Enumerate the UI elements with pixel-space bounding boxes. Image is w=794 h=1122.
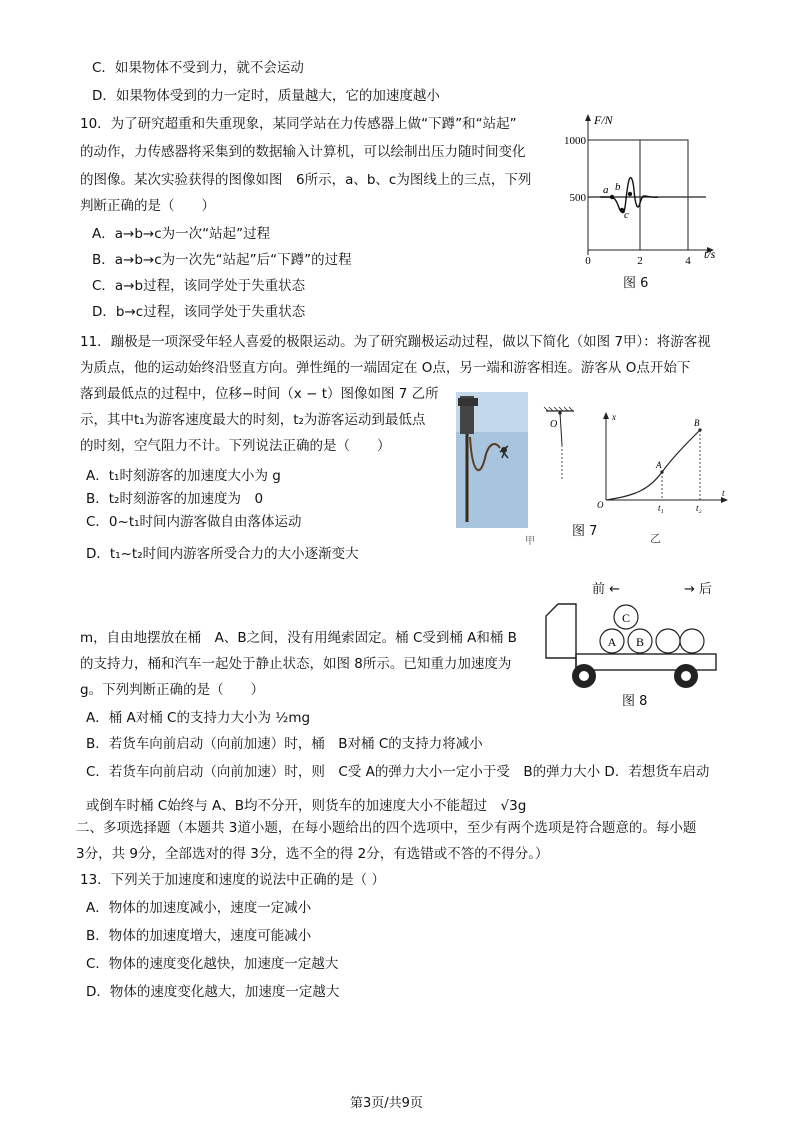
- figure-6-force-time-graph: [560, 110, 720, 270]
- q11-option-d: D．t₁~t₂时间内游客所受合力的大小逐渐变大: [86, 546, 359, 562]
- q10-stem-line-1: 10．为了研究超重和失重现象，某同学站在力传感器上做“下蹲”和“站起”: [80, 116, 517, 132]
- y-tick-500: 500: [569, 192, 586, 204]
- figure-7-jia-photo: [456, 392, 528, 528]
- barrel-4: [656, 629, 680, 653]
- point-a: [610, 195, 614, 199]
- label-b: b: [615, 181, 621, 193]
- figure-7-jia-label: 甲: [525, 536, 535, 547]
- y-tick-1000: 1000: [564, 135, 586, 147]
- q13-option-c: C．物体的速度变化越快，加速度一定越大: [86, 956, 339, 972]
- q10-option-c: C．a→b过程，该同学处于失重状态: [92, 278, 306, 294]
- label-back: → 后: [684, 582, 713, 597]
- page-number: 第3页/共9页: [350, 1096, 423, 1111]
- label-o: O: [550, 419, 558, 430]
- x-tick-4: 4: [685, 255, 691, 267]
- figure-7-jia-diagram: [540, 405, 580, 485]
- q11-option-c: C．0~t₁时间内游客做自由落体运动: [86, 514, 302, 530]
- label-a: a: [603, 184, 609, 196]
- label-t: t: [722, 488, 725, 498]
- q11-stem-line-5: 的时刻，空气阻力不计。下列说法正确的是（ ）: [80, 438, 391, 454]
- label-x: x: [612, 412, 616, 422]
- q9-option-c: C．如果物体不受到力，就不会运动: [92, 60, 304, 76]
- figure-8-caption: 图 8: [622, 694, 648, 709]
- label-B: B: [694, 418, 700, 428]
- figure-7-caption: 图 7: [572, 524, 598, 539]
- q12-option-a: A．桶 A对桶 C的支持力大小为 ½mg: [86, 710, 311, 726]
- q13-option-a: A．物体的加速度减小，速度一定减小: [86, 900, 312, 916]
- y-axis-label: F/N: [594, 113, 613, 127]
- label-c: c: [624, 209, 629, 221]
- q13-option-d: D．物体的速度变化越大，加速度一定越大: [86, 984, 340, 1000]
- label-front: 前 ←: [592, 582, 621, 597]
- label-origin: O: [597, 500, 604, 510]
- q12-option-b: B．若货车向前启动（向前加速）时，桶 B对桶 C的支持力将减小: [86, 736, 483, 752]
- x-tick-0: 0: [585, 255, 591, 267]
- q10-stem-line-4: 判断正确的是（ ）: [80, 198, 215, 214]
- cord: [560, 413, 562, 445]
- barrel-5: [680, 629, 704, 653]
- x-axis-label: t/s: [704, 247, 716, 261]
- q13-stem: 13．下列关于加速度和速度的说法中正确的是（ ）: [80, 872, 385, 888]
- q11-option-b: B．t₂时刻游客的加速度为 0: [86, 491, 264, 507]
- barrel-b-label: B: [635, 635, 645, 649]
- q10-option-b: B．a→b→c为一次先“站起”后“下蹲”的过程: [92, 252, 352, 268]
- truck-cab: [546, 604, 576, 658]
- q11-stem-line-3: 落到最低点的过程中，位移−时间（x − t）图像如图 7 乙所: [80, 386, 439, 402]
- q10-stem-line-3: 的图像。某次实验获得的图像如图 6所示，a、b、c为图线上的三点，下列: [80, 172, 532, 188]
- truck-bed: [576, 654, 716, 670]
- x-tick-2: 2: [637, 255, 643, 267]
- q12-stem-line-2: 的支持力，桶和汽车一起处于静止状态，如图 8所示。已知重力加速度为: [80, 656, 512, 672]
- x-t-curve: [606, 430, 700, 500]
- q11-option-a: A．t₁时刻游客的加速度大小为 g: [86, 468, 281, 484]
- figure-6-caption: 图 6: [623, 276, 649, 291]
- q10-option-d: D．b→c过程，该同学处于失重状态: [92, 304, 306, 320]
- q11-stem-line-1: 11．蹦极是一项深受年轻人喜爱的极限运动。为了研究蹦极运动过程，做以下简化（如图 7甲）：将游客视: [80, 334, 711, 350]
- section-2-heading-line-1: 二、多项选择题（本题共 3道小题，在每小题给出的四个选项中，至少有两个选项是符合题意的。每小题: [76, 820, 697, 836]
- q12-option-d-continued: 或倒车时桶 C始终与 A、B均不分开，则货车的加速度大小不能超过 √3g: [86, 798, 527, 814]
- section-2-heading-line-2: 3分，共 9分，全部选对的得 3分，选不全的得 2分，有选错或不答的不得分。）: [76, 846, 549, 862]
- q9-option-d: D．如果物体受到的力一定时，质量越大，它的加速度越小: [92, 88, 440, 104]
- label-t2: t₂: [696, 503, 702, 513]
- figure-8-truck: [544, 596, 724, 692]
- point-c: [628, 192, 632, 196]
- q13-option-b: B．物体的加速度增大，速度可能减小: [86, 928, 312, 944]
- q12-stem-line-3: g。下列判断正确的是（ ）: [80, 682, 265, 698]
- barrel-a-label: A: [607, 635, 617, 649]
- label-A: A: [656, 460, 662, 470]
- figure-7-yi-graph: [594, 410, 734, 520]
- q12-stem-line-1: m，自由地摆放在桶 A、B之间，没有用绳索固定。桶 C受到桶 A和桶 B: [80, 630, 517, 646]
- barrel-c-label: C: [621, 611, 631, 625]
- q12-option-c: C．若货车向前启动（向前加速）时，则 C受 A的弹力大小一定小于受 B的弹力大小 D．若想货车启动: [86, 764, 710, 780]
- q11-stem-line-4: 示，其中t₁为游客速度最大的时刻，t₂为游客运动到最低点: [80, 412, 426, 428]
- label-t1: t₁: [658, 503, 664, 513]
- q10-option-a: A．a→b→c为一次“站起”过程: [92, 226, 271, 242]
- figure-7-yi-label: 乙: [650, 532, 661, 545]
- q10-stem-line-2: 的动作，力传感器将采集到的数据输入计算机，可以绘制出压力随时间变化: [80, 144, 526, 160]
- y-axis-arrow: [585, 114, 591, 121]
- q11-stem-line-2: 为质点，他的运动始终沿竖直方向。弹性绳的一端固定在 O点，另一端和游客相连。游客从 O点开始下: [80, 360, 691, 376]
